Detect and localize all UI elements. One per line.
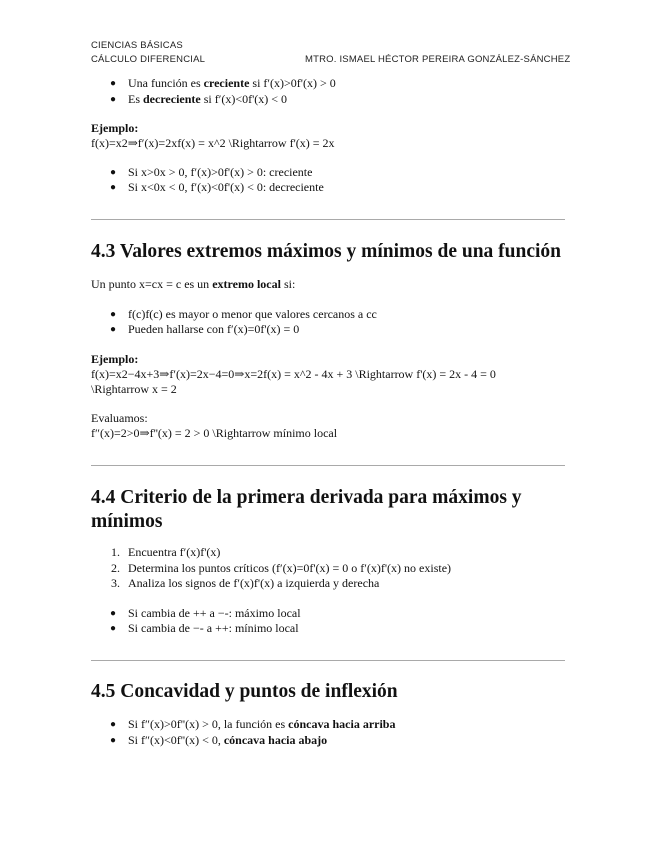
bullet-icon: ● [110,78,117,89]
header-author: MTRO. ISMAEL HÉCTOR PEREIRA GONZÁLEZ-SÁNCHEZ [305,54,571,65]
step-number: 2. [111,561,120,575]
list-item: Una función es creciente si f′(x)>0f'(x) > 0 [128,76,336,90]
list-item: Si x>0x > 0, f′(x)>0f'(x) > 0: creciente [128,165,313,179]
example-label: Ejemplo: [91,121,139,135]
example-formula-cont: \Rightarrow x = 2 [91,382,177,396]
list-item: f(c)f(c) es mayor o menor que valores cercanos a cc [128,307,377,321]
bullet-icon: ● [110,608,117,619]
step-number: 3. [111,576,120,590]
list-item: Pueden hallarse con f′(x)=0f'(x) = 0 [128,322,300,336]
bullet-icon: ● [110,719,117,730]
section-title-4-4: 4.4 Criterio de la primera derivada para máximos y mínimos [91,487,522,532]
bullet-icon: ● [110,94,117,105]
section-divider [91,465,565,466]
step-item: Encuentra f′(x)f'(x) [128,545,221,559]
section-title-4-5: 4.5 Concavidad y puntos de inflexión [91,681,398,702]
header-subject-area: CIENCIAS BÁSICAS [91,40,183,51]
list-item: Si f″(x)>0f''(x) > 0, la función es cóncava hacia arriba [128,717,396,731]
list-item: Es decreciente si f′(x)<0f'(x) < 0 [128,92,288,106]
bullet-icon: ● [110,167,117,178]
example-formula: f(x)=x2−4x+3⇒f′(x)=2x−4=0⇒x=2f(x) = x^2 - 4x + 3 \Rightarrow f'(x) = 2x - 4 = 0 [91,367,496,381]
section-divider [91,660,565,661]
step-item: Determina los puntos críticos (f′(x)=0f'(x) = 0 o f′(x)f'(x) no existe) [128,561,452,575]
example-label: Ejemplo: [91,352,139,366]
list-item: Si f″(x)<0f''(x) < 0, cóncava hacia abajo [128,733,328,747]
list-item: Si x<0x < 0, f′(x)<0f'(x) < 0: decreciente [128,180,324,194]
eval-formula: f″(x)=2>0⇒f''(x) = 2 > 0 \Rightarrow mínimo local [91,426,338,440]
bullet-icon: ● [110,623,117,634]
step-item: Analiza los signos de f′(x)f'(x) a izquierda y derecha [128,576,380,590]
list-item: Si cambia de ++ a −-: máximo local [128,606,301,620]
bullet-icon: ● [110,182,117,193]
bullet-icon: ● [110,324,117,335]
header-course: CÁLCULO DIFERENCIAL [91,54,206,65]
section-divider [91,219,565,220]
section-title-4-3: 4.3 Valores extremos máximos y mínimos de una función [91,241,562,262]
intro-paragraph: Un punto x=cx = c es un extremo local si: [91,277,296,291]
bullet-icon: ● [110,309,117,320]
list-item: Si cambia de −- a ++: mínimo local [128,621,299,635]
eval-label: Evaluamos: [91,411,148,425]
example-formula: f(x)=x2⇒f′(x)=2xf(x) = x^2 \Rightarrow f'(x) = 2x [91,136,335,150]
bullet-icon: ● [110,735,117,746]
step-number: 1. [111,545,120,559]
